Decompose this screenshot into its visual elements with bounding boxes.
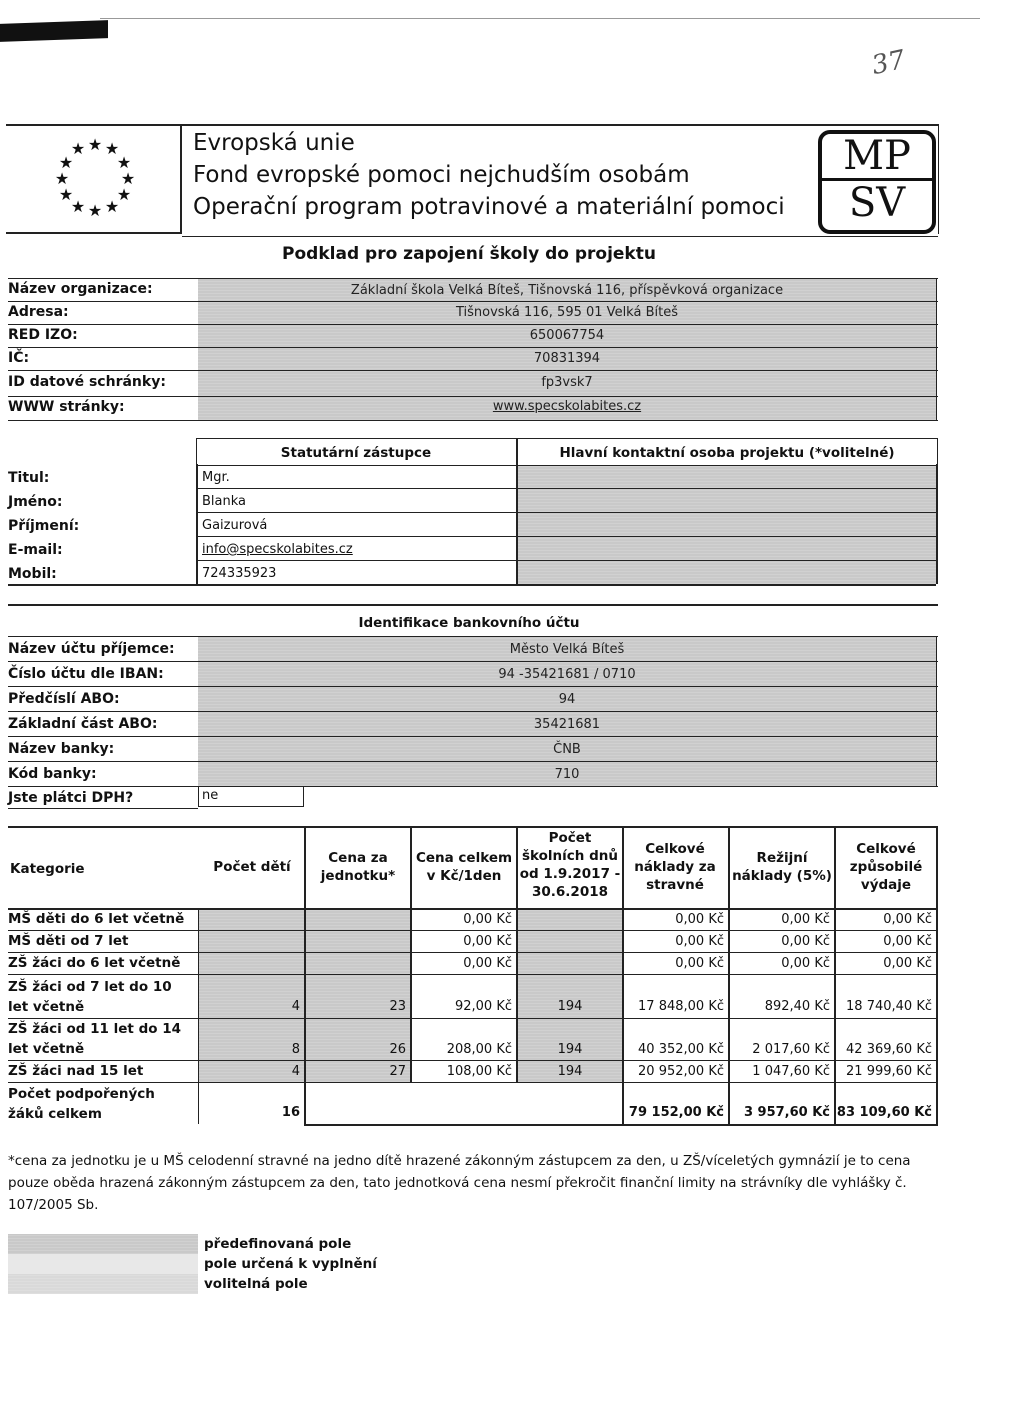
table-header-category: Kategorie: [10, 861, 85, 877]
table-row-category: ZŠ žáci od 7 let do 10 let včetně: [8, 979, 172, 1015]
header-bottom-right: [182, 236, 938, 237]
contacts-rule: [196, 512, 936, 513]
svg-text:★: ★: [116, 185, 132, 204]
table-cell-total-day: 92,00 Kč: [454, 999, 512, 1014]
org-value-www[interactable]: www.specskolabites.cz: [492, 399, 642, 414]
table-vrule: [622, 826, 624, 1124]
legend-swatch-fill: [8, 1254, 198, 1274]
header-bottom: [6, 232, 182, 234]
svg-text:★: ★: [104, 139, 120, 158]
table-total-eligible: 83 109,60 Kč: [836, 1105, 932, 1120]
bank-rule: [8, 761, 938, 762]
mpsv-logo-top: MP: [822, 134, 932, 181]
table-header-total-day: Cena celkem v Kč/1den: [415, 850, 513, 884]
contact-label-firstname: Jméno:: [8, 494, 63, 510]
table-cell-total-meals: 40 352,00 Kč: [638, 1042, 724, 1057]
table-row-category: ZŠ žáci do 6 let včetně: [8, 955, 181, 971]
org-value-ic: 70831394: [533, 351, 601, 366]
footnote: *cena za jednotku je u MŠ celodenní stravné na jedno dítě hrazené zákonným zástupcem za den, u ZŠ/víceletých gymnázií je to cena pouze oběda hrazená zákonným zástupcem za den, tato jednotková cena nesmí překročit finanční limity na strávníky dle vyhlášky č. 107/2005 Sb.: [8, 1153, 911, 1213]
table-cell-total-meals: 20 952,00 Kč: [638, 1064, 724, 1079]
contact-value-surname: Gaizurová: [202, 518, 268, 533]
corner-mark: 37: [869, 44, 908, 82]
table-header-children: Počet dětí: [213, 859, 291, 875]
contacts-rule: [196, 536, 936, 537]
contacts-rule: [196, 560, 936, 561]
contacts-rule: [8, 584, 936, 586]
svg-text:★: ★: [70, 197, 86, 216]
table-cell-eligible: 21 999,60 Kč: [846, 1064, 932, 1079]
org-label-www: WWW stránky:: [8, 399, 125, 415]
org-label-name: Název organizace:: [8, 281, 153, 297]
table-cell-school-days: 194: [557, 1064, 583, 1079]
bank-label-base: Základní část ABO:: [8, 716, 158, 732]
contacts-header-statutory: Statutární zástupce: [280, 445, 432, 461]
org-value-redizo: 650067754: [529, 328, 605, 343]
bank-label-bank-code: Kód banky:: [8, 766, 97, 782]
bank-label-account-name: Název účtu příjemce:: [8, 641, 175, 657]
bank-label-iban: Číslo účtu dle IBAN:: [8, 666, 164, 682]
org-rule: [8, 420, 938, 421]
org-label-address: Adresa:: [8, 304, 69, 320]
org-rule: [936, 278, 937, 420]
vat-bottom-rule: [8, 808, 198, 809]
table-row-rule: [8, 974, 938, 975]
svg-text:★: ★: [58, 153, 74, 172]
org-rule: [8, 396, 938, 397]
contact-label-email: E-mail:: [8, 542, 63, 558]
svg-text:★: ★: [87, 201, 103, 220]
table-cell-total-day: 108,00 Kč: [446, 1064, 512, 1079]
contacts-header-contact: Hlavní kontaktní osoba projektu (*volitelné): [559, 445, 895, 461]
contact-label-mobile: Mobil:: [8, 566, 57, 582]
contact-value-title: Mgr.: [202, 470, 230, 485]
table-vrule: [834, 826, 836, 1124]
contact-label-surname: Příjmení:: [8, 518, 80, 534]
mpsv-logo-bottom: SV: [848, 180, 906, 226]
vat-value: ne: [202, 788, 219, 803]
bank-value-bank-name: ČNB: [553, 742, 581, 757]
table-row-category: ZŠ žáci nad 15 let: [8, 1063, 144, 1079]
table-cell-children: 4: [291, 1064, 300, 1079]
table-total-overhead: 3 957,60 Kč: [743, 1105, 830, 1120]
org-rule: [8, 278, 938, 279]
bank-value-prefix: 94: [558, 692, 576, 707]
svg-text:★: ★: [120, 169, 136, 188]
table-row-rule: [304, 1124, 938, 1126]
org-value-address: Tišnovská 116, 595 01 Velká Bíteš: [456, 305, 678, 320]
contact-label-title: Titul:: [8, 470, 50, 486]
contact-value-email[interactable]: info@specskolabites.cz: [202, 542, 353, 557]
table-row-rule: [8, 930, 938, 931]
svg-text:★: ★: [116, 153, 132, 172]
table-header-school-days: Počet školních dnů od 1.9.2017 - 30.6.2018: [519, 830, 621, 900]
table-row-rule: [8, 1060, 938, 1061]
contact-value-firstname: Blanka: [202, 494, 247, 509]
bank-label-prefix: Předčíslí ABO:: [8, 691, 120, 707]
table-cell-overhead: 0,00 Kč: [781, 956, 830, 971]
table-cell-children: 4: [291, 999, 300, 1014]
table-row-category: ZŠ žáci od 11 let do 14 let včetně: [8, 1021, 181, 1057]
legend-swatch-predefined: [8, 1234, 198, 1254]
bank-value-bank-code: 710: [554, 767, 580, 782]
table-total-children: 16: [281, 1105, 300, 1120]
table-header-total-meals: Celkové náklady za stravné: [634, 841, 716, 893]
bank-rule: [8, 636, 938, 637]
table-cell-total-meals: 0,00 Kč: [675, 934, 724, 949]
table-header-overhead: Režijní náklady (5%): [732, 850, 832, 884]
legend-fill: pole určená k vyplnění: [204, 1256, 377, 1272]
bank-value-base: 35421681: [533, 717, 601, 732]
table-cell-school-days: 194: [557, 999, 583, 1014]
svg-text:★: ★: [87, 135, 103, 154]
org-rule: [8, 347, 938, 348]
table-row-rule: [8, 1082, 938, 1083]
table-cell-eligible: 0,00 Kč: [883, 934, 932, 949]
table-cell-overhead: 0,00 Kč: [781, 912, 830, 927]
vat-label: Jste plátci DPH?: [8, 790, 134, 806]
table-cell-total-day: 0,00 Kč: [463, 934, 512, 949]
svg-text:★: ★: [104, 197, 120, 216]
bank-value-account-name: Město Velká Bíteš: [509, 642, 625, 657]
eu-stars-icon: [40, 128, 150, 228]
legend-predefined: předefinovaná pole: [204, 1236, 352, 1252]
table-cell-total-day: 208,00 Kč: [446, 1042, 512, 1057]
bank-rule: [8, 786, 938, 787]
svg-text:★: ★: [70, 139, 86, 158]
org-label-redizo: RED IZO:: [8, 327, 78, 343]
table-row-category: MŠ děti do 6 let včetně: [8, 911, 185, 927]
table-header-eligible: Celkové způsobilé výdaje: [849, 841, 923, 893]
org-value-databox: fp3vsk7: [541, 375, 593, 390]
table-cell-total-meals: 17 848,00 Kč: [638, 999, 724, 1014]
table-cell-overhead: 2 017,60 Kč: [752, 1042, 830, 1057]
page-title: Podklad pro zapojení školy do projektu: [282, 244, 656, 264]
bank-value-iban: 94 -35421681 / 0710: [498, 667, 636, 682]
table-cell-total-meals: 0,00 Kč: [675, 956, 724, 971]
org-value-name: Základní škola Velká Bíteš, Tišnovská 116, příspěvková organizace: [350, 283, 784, 298]
table-cell-eligible: 0,00 Kč: [883, 956, 932, 971]
org-rule: [8, 301, 938, 302]
table-cell-overhead: 1 047,60 Kč: [752, 1064, 830, 1079]
header-line-eu: Evropská unie: [193, 130, 355, 156]
scan-edge-mark: [0, 20, 108, 42]
table-cell-total-day: 0,00 Kč: [463, 956, 512, 971]
table-cell-school-days: 194: [557, 1042, 583, 1057]
contacts-right-rule: [936, 464, 938, 584]
header-line-fund: Fond evropské pomoci nejchudším osobám: [193, 162, 690, 188]
table-total-meals: 79 152,00 Kč: [628, 1105, 724, 1120]
org-rule: [8, 370, 938, 371]
contacts-left-rule: [196, 464, 198, 584]
bank-top-rule: [8, 604, 938, 606]
scan-top-line: [100, 18, 980, 19]
table-vrule: [936, 826, 938, 1124]
table-row-rule: [8, 952, 938, 953]
org-rule: [8, 324, 938, 325]
table-cell-overhead: 0,00 Kč: [781, 934, 830, 949]
bank-rule: [936, 636, 937, 786]
table-total-label: Počet podpořených žáků celkem: [8, 1086, 155, 1122]
org-label-ic: IČ:: [8, 350, 30, 366]
legend-swatch-optional: [8, 1274, 198, 1294]
bank-rule: [8, 711, 938, 712]
table-cell-eligible: 0,00 Kč: [883, 912, 932, 927]
table-top-rule: [8, 826, 938, 828]
bank-rule: [8, 736, 938, 737]
table-cell-unit-price: 27: [389, 1064, 406, 1079]
bank-label-bank-name: Název banky:: [8, 741, 115, 757]
contacts-optional-area: [518, 466, 936, 584]
header-divider: [180, 124, 182, 232]
table-cell-unit-price: 26: [389, 1042, 406, 1057]
header-line-program: Operační program potravinové a materiální pomoci: [193, 194, 785, 220]
table-cell-overhead: 892,40 Kč: [764, 999, 830, 1014]
table-cell-eligible: 18 740,40 Kč: [846, 999, 932, 1014]
legend-optional: volitelná pole: [204, 1276, 308, 1292]
svg-text:★: ★: [58, 185, 74, 204]
mpsv-logo: [818, 130, 936, 234]
table-header-bottom: [8, 908, 938, 910]
table-cell-unit-price: 23: [389, 999, 406, 1014]
table-cell-total-day: 0,00 Kč: [463, 912, 512, 927]
bank-header: Identifikace bankovního účtu: [358, 615, 580, 631]
svg-text:★: ★: [54, 169, 70, 188]
org-label-databox: ID datové schránky:: [8, 374, 166, 390]
bank-rule: [8, 686, 938, 687]
table-cell-children: 8: [291, 1042, 300, 1057]
bank-rule: [8, 661, 938, 662]
table-row-category: MŠ děti od 7 let: [8, 933, 129, 949]
table-header-unit-price: Cena za jednotku*: [320, 850, 396, 884]
table-cell-total-meals: 0,00 Kč: [675, 912, 724, 927]
contacts-rule: [196, 488, 936, 489]
contact-value-mobile: 724335923: [202, 566, 277, 581]
table-cell-eligible: 42 369,60 Kč: [846, 1042, 932, 1057]
